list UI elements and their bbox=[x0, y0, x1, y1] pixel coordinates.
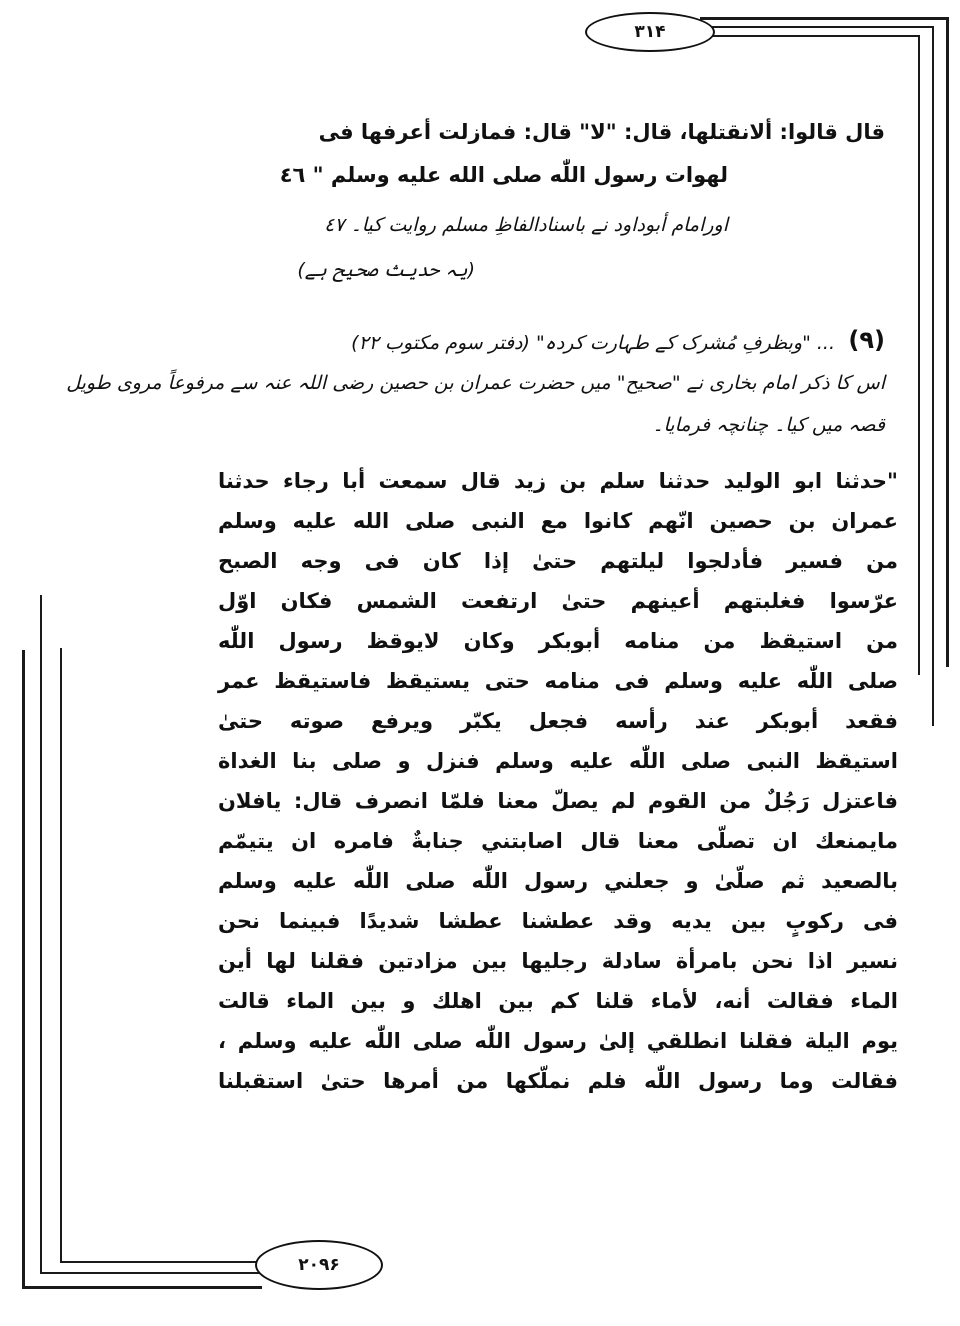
hadith-line: من استيقظ من منامه أبوبكر وكان لايوقظ رسول اللّٰه bbox=[218, 629, 898, 653]
intro-line: قصہ میں کیا۔ چنانچہ فرمایا۔ bbox=[652, 414, 885, 436]
hadith-line: نسير اذا نحن بامرأة سادلة رجليها بين مزادتين فقلنا لها أين bbox=[218, 949, 898, 973]
hadith-line: فاعتزل رَجُلٌ من القوم لم يصلّ معنا فلمّا انصرف قال: يافلان bbox=[218, 789, 898, 813]
top-page-number: ۳۱۴ bbox=[585, 12, 715, 52]
hadith-line: الماء فقالت أنه، لأماء قلنا كم بين اهلك و بين الماء قالت bbox=[218, 989, 898, 1013]
hadith-line: فى ركوبٍ بين يديه وقد عطشنا عطشا شديدًا فبينما نحن bbox=[218, 909, 898, 933]
hadith-line: بالصعيد ثم صلّىٰ و جعلني رسول اللّٰه صلى اللّٰه عليه وسلم bbox=[218, 869, 898, 893]
hadith-grade: (یہ حدیث صحیح ہے) bbox=[297, 259, 475, 281]
hadith-line: عمران بن حصين انّهم كانوا مع النبى صلى الله عليه وسلم bbox=[218, 509, 898, 533]
text-line: قال قالوا: ألانقتلها، قال: "لا" قال: فمازلت أعرفها فى bbox=[318, 120, 885, 144]
hadith-line: فقالت وما رسول اللّٰه فلم نملّكها من أمرها حتىٰ استقبلنا bbox=[218, 1069, 898, 1093]
bottom-page-number: ۲۰۹۶ bbox=[255, 1240, 383, 1290]
hadith-line: فقعد أبوبكر عند رأسه فجعل يكبّر ويرفع صوته حتىٰ bbox=[218, 709, 898, 733]
section-number: (۹) bbox=[848, 326, 885, 354]
intro-line: اس کا ذکر امام بخاری نے "صحیح" میں حضرت عمران بن حصین رضی اللہ عنہ سے مرفوعاً مروی طویل bbox=[66, 372, 885, 394]
hadith-line: مايمنعك ان تصلّى معنا قال اصابتني جنابةٌ فامره ان يتيمّم bbox=[218, 829, 898, 853]
hadith-line: من فسير فأدلجوا ليلتهم حتىٰ إذا كان فى وجه الصبح bbox=[218, 549, 898, 573]
text-line: لهوات رسول اللّٰه صلى الله عليه وسلم " ٤٦ bbox=[279, 163, 728, 187]
hadith-line: "حدثنا ابو الوليد حدثنا سلم بن زيد قال سمعت أبا رجاء حدثنا bbox=[218, 469, 898, 493]
hadith-line: استيقظ النبى صلى اللّٰه عليه وسلم فنزل و صلى بنا الغداة bbox=[218, 749, 898, 773]
section-heading: ... "وبظرفِ مُشرک کے طہارت کردہ" (دفتر سوم مکتوب ۲۲) bbox=[351, 332, 835, 354]
hadith-line: يوم اليلة فقلنا انطلقي إلىٰ رسول اللّٰه صلى اللّٰه عليه وسلم ، bbox=[218, 1029, 898, 1053]
hadith-line: صلى اللّٰه عليه وسلم فى منامه حتى يستيقظ فاستيقظ عمر bbox=[218, 669, 898, 693]
hadith-line: عرّسوا فغلبتهم أعينهم حتىٰ ارتفعت الشمس فكان اوّل bbox=[218, 589, 898, 613]
urdu-note: اورامام أبوداود نے باسنادالفاظِ مسلم روایت کیا۔ ٤٧ bbox=[324, 214, 728, 236]
